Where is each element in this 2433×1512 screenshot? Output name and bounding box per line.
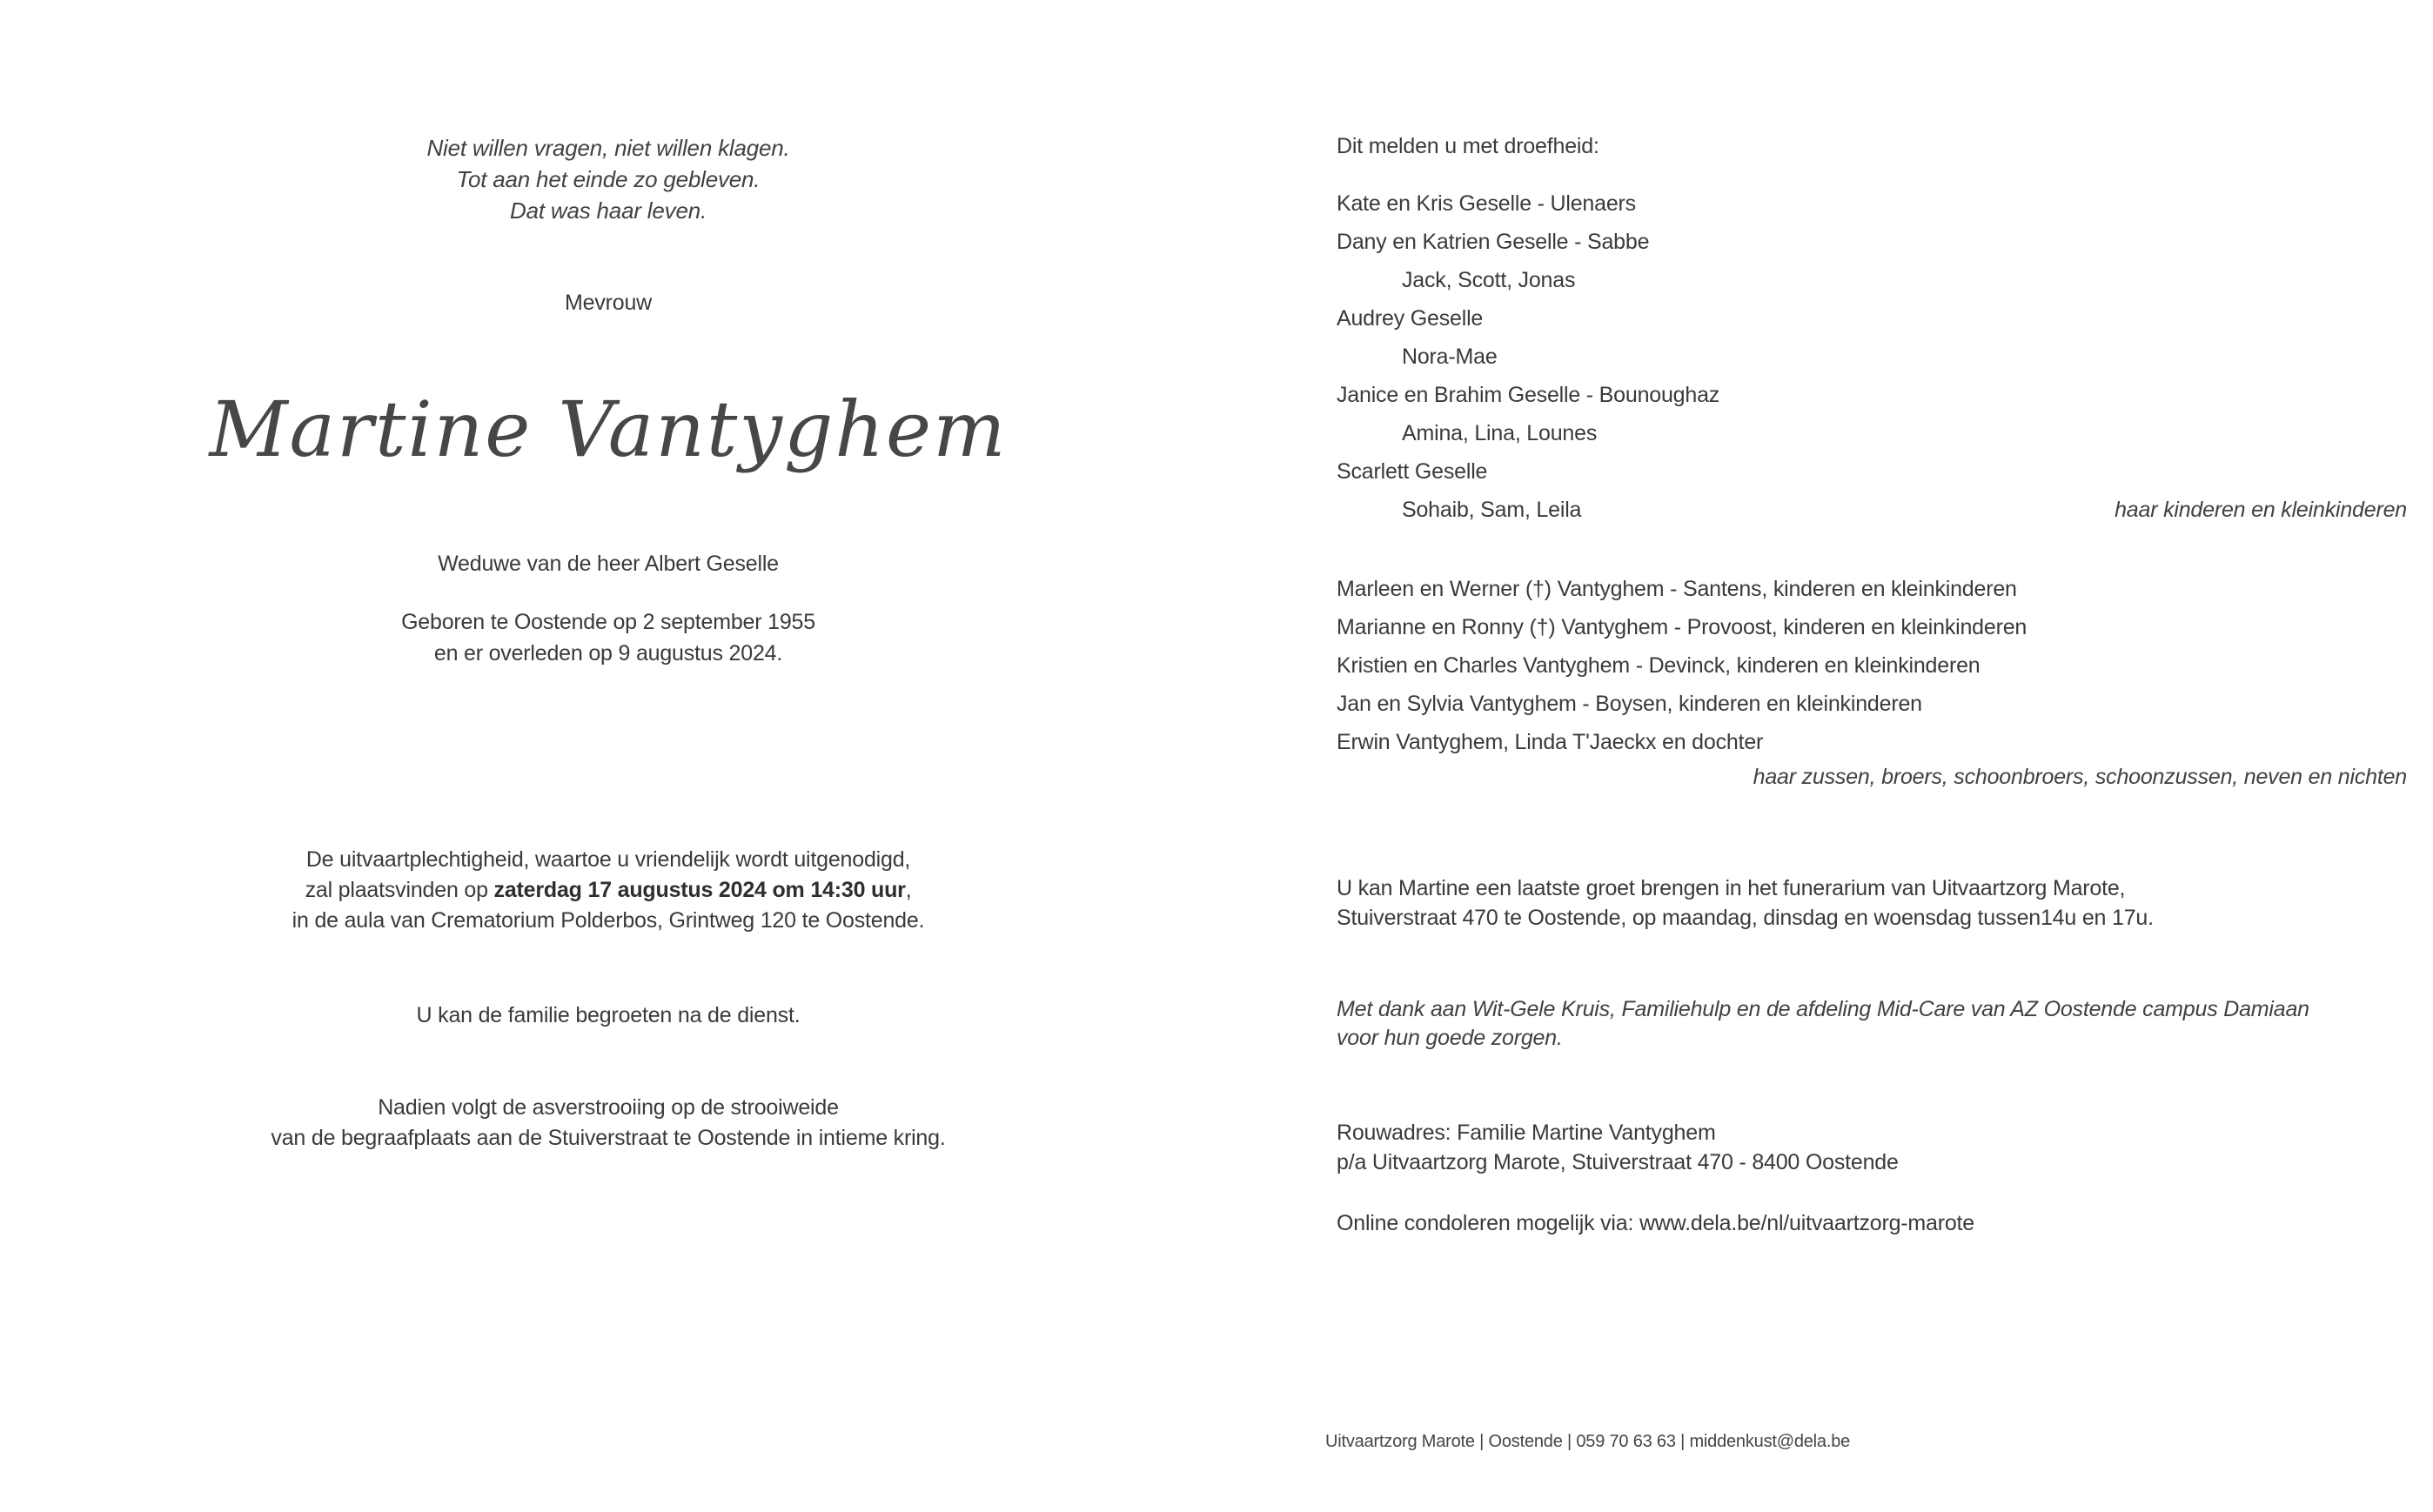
funerarium-line-2: Stuiverstraat 470 te Oostende, op maandag, dinsdag en woensdag tussen14u en 17u. [1337, 906, 2154, 930]
service-line-2 [0, 875, 1216, 906]
list-item: Audrey Geselle [1337, 306, 1484, 331]
funerarium-line-1: U kan Martine een laatste groet brengen in het funerarium van Uitvaartzorg Marote, [1337, 876, 2126, 900]
epigraph [0, 132, 1216, 226]
children-caption: haar kinderen en kleinkinderen [2115, 498, 2407, 522]
list-item: Janice en Brahim Geselle - Bounoughaz [1337, 383, 1720, 407]
list-item: Erwin Vantyghem, Linda T'Jaeckx en dochter [1337, 730, 1764, 754]
life-dates [0, 606, 1216, 669]
mourning-address-line-2: p/a Uitvaartzorg Marote, Stuiverstraat 470 - 8400 Oostende [1337, 1150, 1899, 1174]
list-item: Nora-Mae [1402, 345, 1498, 369]
acknowledgements [1337, 995, 2411, 1053]
mourning-address-line-1: Rouwadres: Familie Martine Vantyghem [1337, 1121, 1716, 1145]
list-item: Kristien en Charles Vantyghem - Devinck, kinderen en kleinkinderen [1337, 653, 1981, 678]
ash-scattering [0, 1093, 1216, 1154]
epigraph-line-3: Dat was haar leven. [510, 197, 707, 224]
list-item: Marleen en Werner (†) Vantyghem - Santens, kinderen en kleinkinderen [1337, 577, 2017, 601]
service-line-2-suffix: , [905, 878, 912, 902]
page-left [0, 0, 1216, 1512]
list-item: Sohaib, Sam, Leila [1402, 498, 1582, 522]
service-datetime: zaterdag 17 augustus 2024 om 14:30 uur [493, 878, 906, 902]
service-line-1: De uitvaartplechtigheid, waartoe u vriendelijk wordt uitgenodigd, [305, 847, 911, 872]
list-item: Dany en Katrien Geselle - Sabbe [1337, 230, 1650, 254]
list-item: Jan en Sylvia Vantyghem - Boysen, kinderen en kleinkinderen [1337, 692, 1922, 716]
funerarium-visiting [1337, 873, 2411, 933]
deceased-name: Martine Vantyghem [209, 385, 1008, 474]
service-line-2-prefix: zal plaatsvinden op [305, 878, 494, 902]
service-line-3: in de aula van Crematorium Polderbos, Grintweg 120 te Oostende. [292, 908, 925, 933]
mourning-address [1337, 1118, 2411, 1177]
birth-line: Geboren te Oostende op 2 september 1955 [401, 610, 815, 634]
online-condolence-line: Online condoleren mogelijk via: www.dela.be/nl/uitvaartzorg-marote [1337, 1211, 1975, 1235]
widow-line: Weduwe van de heer Albert Geselle [438, 552, 779, 576]
epigraph-line-1: Niet willen vragen, niet willen klagen. [426, 135, 790, 161]
thanks-line-2: voor hun goede zorgen. [1337, 1026, 1563, 1050]
honorific: Mevrouw [564, 291, 653, 315]
epigraph-line-2: Tot aan het einde zo gebleven. [456, 166, 761, 192]
list-item: Jack, Scott, Jonas [1402, 268, 1576, 292]
siblings-list [1337, 570, 2411, 761]
thanks-line-1: Met dank aan Wit-Gele Kruis, Familiehulp en de afdeling Mid-Care van AZ Oostende campus Damiaan [1337, 997, 2309, 1021]
siblings-caption: haar zussen, broers, schoonbroers, schoonzussen, neven en nichten [1753, 765, 2407, 789]
greeting-line: U kan de familie begroeten na de dienst. [416, 1003, 801, 1027]
scattering-line-1: Nadien volgt de asverstrooiing op de strooiweide [378, 1095, 839, 1120]
list-item: Kate en Kris Geselle - Ulenaers [1337, 191, 1636, 216]
children-list [1337, 184, 2411, 529]
funeral-home-footer: Uitvaartzorg Marote | Oostende | 059 70 63 63 | middenkust@dela.be [1325, 1432, 1851, 1451]
announcement-line: Dit melden u met droefheid: [1337, 134, 1599, 158]
death-line: en er overleden op 9 augustus 2024. [433, 641, 783, 666]
page-right [1216, 0, 2433, 1512]
service-details [0, 845, 1216, 936]
scattering-line-2: van de begraafplaats aan de Stuiverstraat te Oostende in intieme kring. [271, 1126, 946, 1150]
list-item: Scarlett Geselle [1337, 459, 1488, 484]
list-item: Marianne en Ronny (†) Vantyghem - Provoost, kinderen en kleinkinderen [1337, 615, 2028, 639]
list-item: Amina, Lina, Lounes [1402, 421, 1598, 445]
